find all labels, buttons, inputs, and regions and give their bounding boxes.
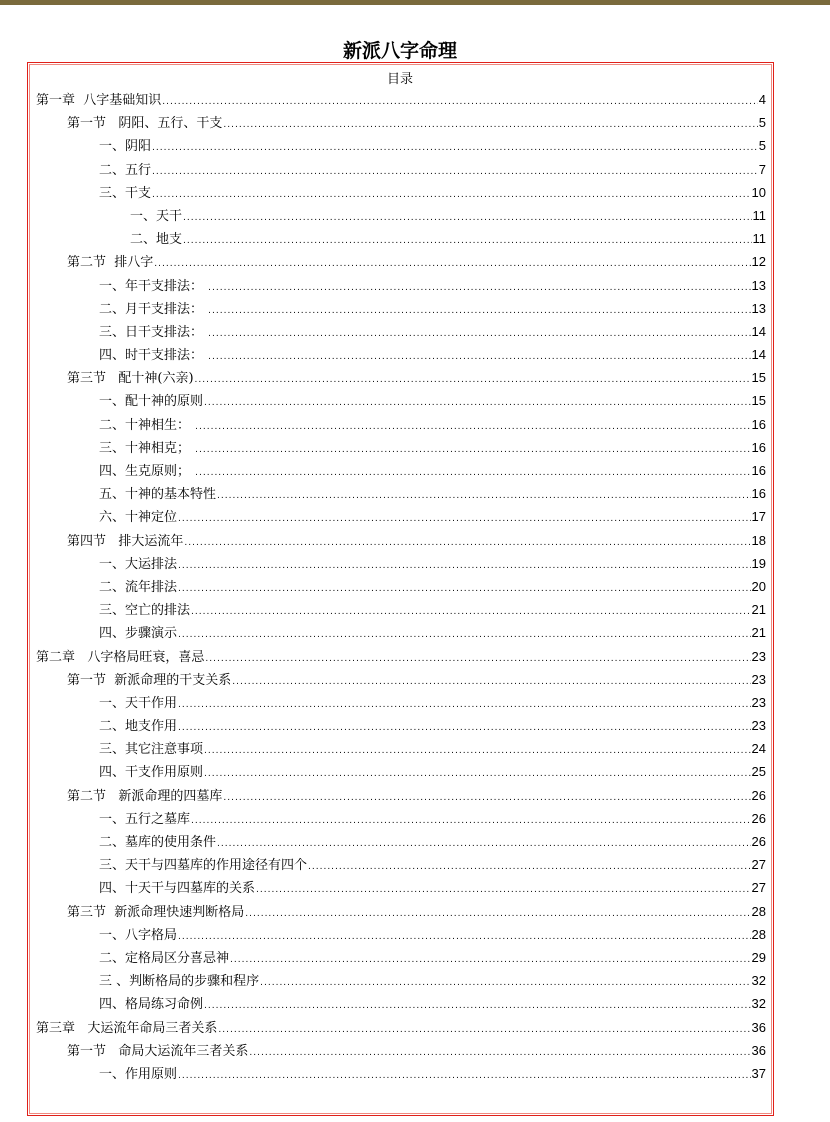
toc-entry-label: 五、十神的基本特性 bbox=[99, 487, 217, 503]
toc-entry-page-number: 26 bbox=[751, 787, 766, 803]
toc-dot-leader bbox=[178, 508, 751, 531]
toc-entry[interactable] bbox=[36, 297, 766, 320]
toc-entry-label: 第三章 大运流年命局三者关系 bbox=[36, 1020, 218, 1036]
toc-dot-leader bbox=[184, 532, 750, 555]
toc-dot-leader bbox=[183, 230, 751, 253]
toc-entry-label: 三、十神相克； bbox=[99, 440, 195, 456]
toc-dot-leader bbox=[223, 787, 750, 810]
toc-entry[interactable] bbox=[36, 853, 766, 876]
toc-entry-label: 三、干支 bbox=[99, 185, 152, 201]
toc-entry-label: 三、空亡的排法 bbox=[99, 603, 191, 619]
toc-entry[interactable] bbox=[36, 552, 766, 575]
toc-entry-page-number: 5 bbox=[758, 138, 766, 154]
toc-dot-leader bbox=[217, 833, 751, 856]
toc-entry-label: 一、五行之墓库 bbox=[99, 811, 191, 827]
toc-entry[interactable] bbox=[36, 737, 766, 760]
toc-dot-leader bbox=[195, 439, 750, 462]
toc-entry[interactable] bbox=[36, 645, 766, 668]
toc-entry-page-number: 5 bbox=[758, 115, 766, 131]
toc-entry-label: 四、生克原则； bbox=[99, 464, 195, 479]
toc-entry[interactable] bbox=[36, 923, 766, 946]
toc-dot-leader bbox=[204, 763, 751, 786]
toc-entry-label: 第一节 新派命理的干支关系 bbox=[67, 672, 232, 688]
toc-dot-leader bbox=[162, 91, 758, 114]
toc-entry-page-number: 11 bbox=[752, 207, 766, 223]
toc-entry-label: 第四节 排大运流年 bbox=[67, 533, 184, 549]
toc-entry-page-number: 28 bbox=[751, 926, 766, 942]
toc-entry[interactable] bbox=[36, 900, 766, 923]
toc-entry-page-number: 27 bbox=[751, 880, 766, 896]
toc-entry[interactable] bbox=[36, 436, 766, 459]
toc-dot-leader bbox=[208, 323, 750, 346]
toc-entry[interactable] bbox=[36, 181, 766, 204]
toc-entry-label: 二、墓库的使用条件 bbox=[99, 835, 217, 850]
toc-entry-label: 第一节 阴阳、五行、干支 bbox=[67, 116, 223, 132]
toc-entry-label: 一、配十神的原则 bbox=[99, 394, 204, 410]
toc-entry-page-number: 37 bbox=[751, 1065, 766, 1081]
toc-entry-page-number: 13 bbox=[751, 300, 766, 316]
toc-entry-label: 三、天干与四墓库的作用途径有四个 bbox=[99, 858, 308, 874]
toc-entry-page-number: 18 bbox=[751, 532, 766, 548]
toc-entry[interactable] bbox=[36, 992, 766, 1015]
toc-entry-label: 一、天干 bbox=[130, 208, 183, 224]
toc-entry-label: 一、年干支排法： bbox=[99, 278, 208, 294]
toc-entry[interactable] bbox=[36, 1062, 766, 1085]
toc-entry-page-number: 7 bbox=[758, 161, 766, 177]
toc-dot-leader bbox=[204, 392, 751, 415]
toc-entry-page-number: 32 bbox=[751, 996, 766, 1012]
toc-entry-label: 二、流年排法 bbox=[99, 579, 178, 595]
toc-entry-label: 第二节 新派命理的四墓库 bbox=[67, 788, 223, 804]
toc-entry[interactable] bbox=[36, 134, 766, 157]
toc-entry-page-number: 23 bbox=[751, 694, 766, 710]
toc-dot-leader bbox=[208, 277, 750, 300]
toc-entry-page-number: 16 bbox=[751, 486, 766, 502]
toc-entry-label: 二、地支 bbox=[130, 232, 183, 248]
toc-entry[interactable] bbox=[36, 250, 766, 273]
toc-dot-leader bbox=[195, 416, 750, 439]
toc-dot-leader bbox=[218, 1019, 750, 1042]
toc-entry-page-number: 21 bbox=[751, 625, 766, 641]
toc-entry-page-number: 10 bbox=[751, 184, 766, 200]
toc-entry-label: 三 、判断格局的步骤和程序 bbox=[99, 974, 260, 990]
toc-dot-leader bbox=[178, 926, 751, 949]
toc-entry[interactable] bbox=[36, 111, 766, 134]
toc-entry-page-number: 20 bbox=[751, 578, 766, 594]
toc-dot-leader bbox=[195, 462, 750, 485]
toc-entry-page-number: 15 bbox=[751, 370, 766, 386]
toc-entry[interactable] bbox=[36, 1016, 766, 1039]
toc-dot-leader bbox=[245, 903, 750, 926]
toc-entry-page-number: 36 bbox=[751, 1042, 766, 1058]
toc-entry[interactable] bbox=[36, 366, 766, 389]
toc-dot-leader bbox=[308, 856, 751, 879]
toc-entry-page-number: 16 bbox=[751, 463, 766, 478]
toc-entry-label: 二、定格局区分喜忌神 bbox=[99, 950, 230, 966]
toc-entry-page-number: 19 bbox=[751, 555, 766, 571]
toc-entry[interactable] bbox=[36, 969, 766, 992]
toc-entry[interactable] bbox=[36, 413, 766, 436]
toc-entry-page-number: 14 bbox=[751, 323, 766, 339]
toc-entry-label: 三、其它注意事项 bbox=[99, 742, 204, 758]
toc-dot-leader bbox=[217, 485, 751, 508]
toc-entry-label: 二、十神相生： bbox=[99, 417, 195, 433]
toc-entry[interactable] bbox=[36, 158, 766, 181]
toc-entry[interactable] bbox=[36, 575, 766, 598]
toc-entry-label: 四、干支作用原则 bbox=[99, 765, 204, 781]
toc-dot-leader bbox=[223, 114, 757, 137]
toc-entry-label: 三、日干支排法： bbox=[99, 324, 208, 340]
toc-entry-label: 一、天干作用 bbox=[99, 695, 178, 711]
toc-entry-page-number: 14 bbox=[751, 347, 766, 363]
toc-entry-page-number: 24 bbox=[751, 741, 766, 757]
toc-dot-leader bbox=[205, 648, 750, 671]
toc-entry-page-number: 21 bbox=[751, 602, 766, 618]
toc-entry-label: 四、格局练习命例 bbox=[99, 997, 204, 1013]
toc-dot-leader bbox=[208, 346, 750, 369]
toc-entry[interactable] bbox=[36, 505, 766, 528]
toc-entry[interactable] bbox=[36, 691, 766, 714]
toc-entry[interactable] bbox=[36, 946, 766, 969]
toc-entry-page-number: 16 bbox=[751, 416, 766, 432]
toc-dot-leader bbox=[208, 300, 750, 323]
toc-entry-page-number: 13 bbox=[751, 277, 766, 293]
toc-entry-page-number: 17 bbox=[751, 509, 766, 525]
toc-dot-leader bbox=[178, 578, 751, 601]
toc-entry-label: 第二章 八字格局旺衰，喜忌 bbox=[36, 649, 205, 665]
toc-entry[interactable] bbox=[36, 830, 766, 853]
toc-entry-label: 二、月干支排法： bbox=[99, 301, 208, 317]
toc-entry[interactable] bbox=[36, 784, 766, 807]
toc-entry[interactable] bbox=[36, 88, 766, 111]
table-of-contents bbox=[36, 88, 766, 1085]
toc-entry[interactable] bbox=[36, 621, 766, 644]
toc-dot-leader bbox=[178, 624, 751, 647]
toc-entry-page-number: 16 bbox=[751, 439, 766, 455]
toc-entry-label: 第一章 八字基础知识 bbox=[36, 93, 162, 108]
toc-entry-label: 第三节 配十神(六亲) bbox=[67, 371, 194, 387]
toc-entry[interactable] bbox=[36, 274, 766, 297]
toc-entry-page-number: 36 bbox=[751, 1019, 766, 1035]
toc-dot-leader bbox=[204, 740, 751, 763]
toc-dot-leader bbox=[195, 369, 751, 392]
toc-entry-label: 六、十神定位 bbox=[99, 510, 178, 526]
toc-entry-label: 一、作用原则 bbox=[99, 1066, 178, 1082]
toc-entry[interactable] bbox=[36, 760, 766, 783]
toc-entry-label: 二、五行 bbox=[99, 162, 152, 178]
toc-entry-label: 四、时干支排法： bbox=[99, 348, 208, 364]
toc-dot-leader bbox=[260, 972, 750, 995]
toc-entry[interactable] bbox=[36, 598, 766, 621]
toc-dot-leader bbox=[249, 1042, 750, 1065]
toc-dot-leader bbox=[178, 694, 751, 717]
toc-entry-label: 一、大运排法 bbox=[99, 556, 178, 572]
toc-entry-page-number: 32 bbox=[751, 973, 766, 989]
toc-entry[interactable] bbox=[36, 389, 766, 412]
toc-entry[interactable] bbox=[36, 1039, 766, 1062]
toc-entry-page-number: 12 bbox=[751, 254, 766, 270]
toc-entry-label: 四、步骤演示 bbox=[99, 626, 178, 642]
toc-dot-leader bbox=[178, 555, 751, 578]
toc-dot-leader bbox=[204, 995, 751, 1018]
toc-entry-page-number: 15 bbox=[751, 393, 766, 409]
toc-dot-leader bbox=[178, 1065, 751, 1088]
toc-dot-leader bbox=[230, 949, 751, 972]
toc-heading: 目录 bbox=[386, 72, 413, 87]
toc-entry-label: 第三节 新派命理快速判断格局 bbox=[67, 904, 245, 920]
top-decoration-bar bbox=[0, 0, 830, 5]
toc-entry-page-number: 11 bbox=[752, 231, 766, 247]
toc-dot-leader bbox=[191, 601, 751, 624]
toc-entry-label: 第二节 排八字 bbox=[67, 255, 154, 271]
toc-entry[interactable] bbox=[36, 482, 766, 505]
toc-entry-label: 一、八字格局 bbox=[99, 927, 178, 943]
toc-entry-page-number: 29 bbox=[751, 949, 766, 965]
toc-dot-leader bbox=[152, 161, 758, 184]
document-title: 新派八字命理 bbox=[342, 40, 457, 62]
toc-entry[interactable] bbox=[36, 529, 766, 552]
toc-entry-page-number: 27 bbox=[751, 857, 766, 873]
toc-entry[interactable] bbox=[36, 204, 766, 227]
toc-dot-leader bbox=[152, 137, 758, 160]
toc-entry[interactable] bbox=[36, 320, 766, 343]
toc-entry-label: 二、地支作用 bbox=[99, 719, 178, 735]
toc-entry-label: 四、十天干与四墓库的关系 bbox=[99, 881, 256, 897]
toc-entry-page-number: 23 bbox=[751, 648, 766, 664]
toc-entry-label: 第一节 命局大运流年三者关系 bbox=[67, 1043, 249, 1059]
toc-entry-page-number: 26 bbox=[751, 834, 766, 849]
toc-entry-page-number: 26 bbox=[751, 810, 766, 826]
toc-entry-label: 一、阴阳 bbox=[99, 139, 152, 155]
toc-entry-page-number: 23 bbox=[751, 718, 766, 734]
toc-entry-page-number: 28 bbox=[751, 903, 766, 919]
toc-entry[interactable] bbox=[36, 343, 766, 366]
toc-dot-leader bbox=[154, 253, 750, 276]
toc-entry-page-number: 23 bbox=[751, 671, 766, 687]
toc-dot-leader bbox=[191, 810, 751, 833]
toc-dot-leader bbox=[178, 717, 751, 740]
toc-entry[interactable] bbox=[36, 714, 766, 737]
toc-entry[interactable] bbox=[36, 459, 766, 482]
toc-entry[interactable] bbox=[36, 876, 766, 899]
toc-dot-leader bbox=[256, 879, 751, 902]
toc-dot-leader bbox=[152, 184, 751, 207]
toc-dot-leader bbox=[232, 671, 750, 694]
toc-entry-page-number: 25 bbox=[751, 764, 766, 780]
toc-entry-page-number: 4 bbox=[758, 92, 766, 107]
toc-entry[interactable] bbox=[36, 227, 766, 250]
toc-entry[interactable] bbox=[36, 807, 766, 830]
toc-entry[interactable] bbox=[36, 668, 766, 691]
toc-dot-leader bbox=[183, 207, 751, 230]
